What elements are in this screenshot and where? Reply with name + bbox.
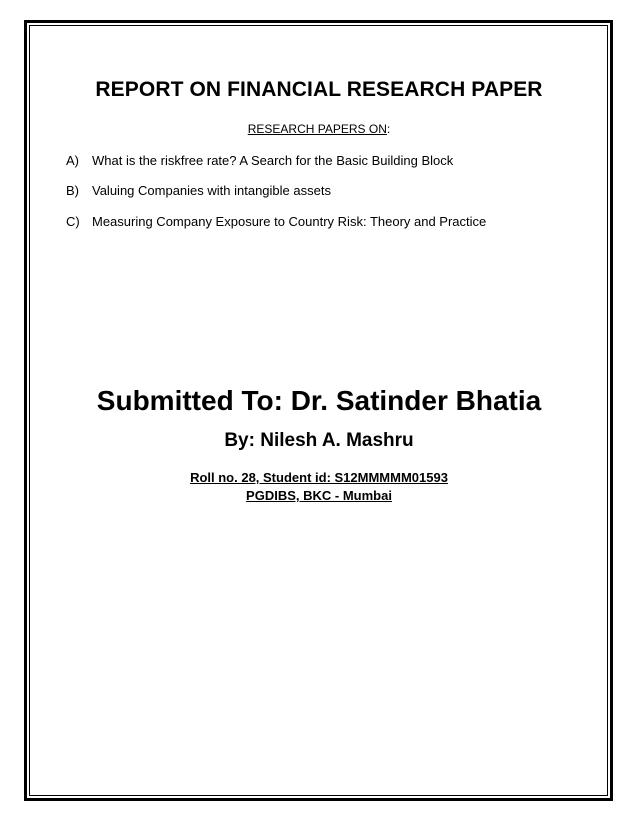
research-papers-label: RESEARCH PAPERS ON [247, 122, 387, 136]
paper-letter: B) [66, 183, 79, 198]
roll-number: Roll no. 28, Student id: S12MMMMM01593 [190, 470, 448, 485]
paper-text: Valuing Companies with intangible assets [92, 183, 331, 198]
research-papers-heading [0, 122, 638, 136]
paper-item-b [66, 183, 331, 198]
paper-text: Measuring Company Exposure to Country Risk: Theory and Practice [92, 214, 487, 229]
report-title: REPORT ON FINANCIAL RESEARCH PAPER [95, 78, 543, 101]
paper-item-a [66, 153, 453, 168]
author-line: By: Nilesh A. Mashru [224, 430, 414, 451]
paper-letter: C) [66, 214, 80, 229]
institute-line: PGDIBS, BKC - Mumbai [246, 488, 392, 503]
paper-item-c [66, 214, 486, 229]
paper-text: What is the riskfree rate? A Search for the Basic Building Block [92, 153, 454, 168]
research-papers-colon: : [386, 122, 391, 136]
submitted-to: Submitted To: Dr. Satinder Bhatia [96, 385, 542, 416]
paper-letter: A) [66, 153, 79, 168]
